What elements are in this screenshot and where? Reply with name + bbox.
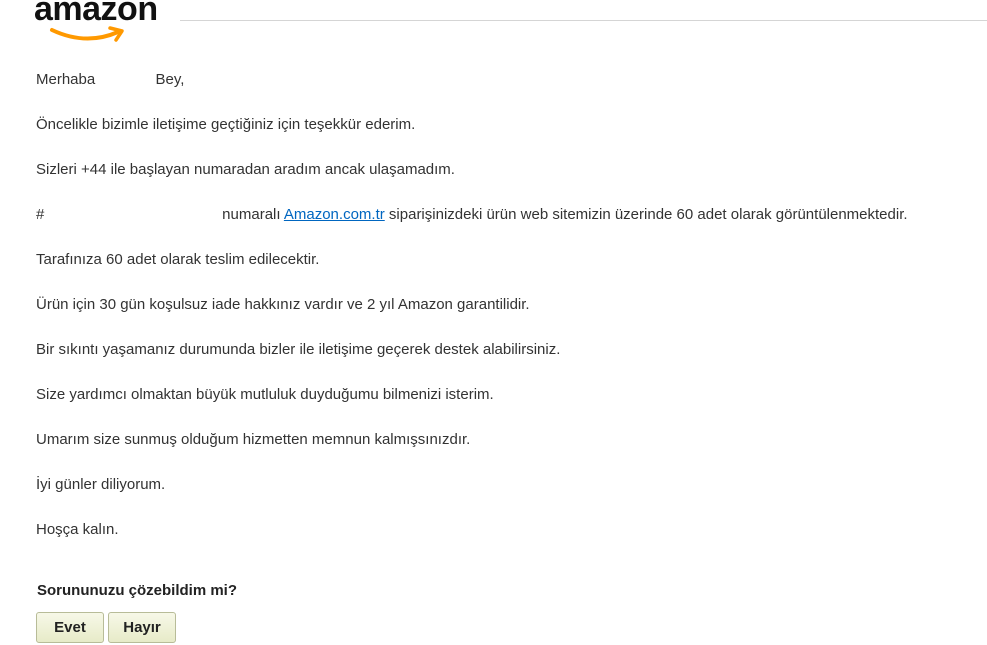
greeting-suffix: Bey, — [155, 71, 185, 88]
amazon-link[interactable]: Amazon.com.tr — [283, 206, 385, 223]
yes-button[interactable]: Evet — [36, 612, 104, 643]
message-line-6: Bir sıkıntı yaşamanız durumunda bizler ile iletişime geçerek destek alabilirsiniz. — [36, 341, 561, 358]
header-divider — [180, 20, 987, 21]
order-line-suffix: siparişinizdeki ürün web sitemizin üzerinde 60 adet olarak görüntülenmektedir. — [388, 206, 908, 223]
message-line-1: Öncelikle bizimle iletişime geçtiğiniz için teşekkür ederim. — [36, 116, 416, 133]
feedback-question: Sorununuzu çözebildim mi? — [37, 582, 237, 599]
greeting-prefix: Merhaba — [36, 71, 96, 88]
message-line-9: İyi günler diliyorum. — [36, 476, 166, 493]
message-line-5: Ürün için 30 gün koşulsuz iade hakkınız vardır ve 2 yıl Amazon garantilidir. — [36, 296, 530, 313]
order-line — [36, 206, 976, 224]
smile-arrow-icon — [48, 24, 128, 44]
order-line-prefix: numaralı — [222, 206, 281, 223]
email-header — [34, 0, 987, 48]
message-line-4: Tarafınıza 60 adet olarak teslim edilecektir. — [36, 251, 320, 268]
message-line-2: Sizleri +44 ile başlayan numaradan aradım ancak ulaşamadım. — [36, 161, 455, 178]
message-line-7: Size yardımcı olmaktan büyük mutluluk duyduğumu bilmenizi isterim. — [36, 386, 494, 403]
order-number-hash: # — [36, 206, 45, 223]
message-line-8: Umarım size sunmuş olduğum hizmetten memnun kalmışsınızdır. — [36, 431, 471, 448]
no-button[interactable]: Hayır — [108, 612, 176, 643]
logo-wordmark: amazon — [34, 0, 158, 28]
message-line-10: Hoşça kalın. — [36, 521, 119, 538]
greeting-line — [36, 71, 976, 89]
amazon-logo — [34, 0, 166, 46]
